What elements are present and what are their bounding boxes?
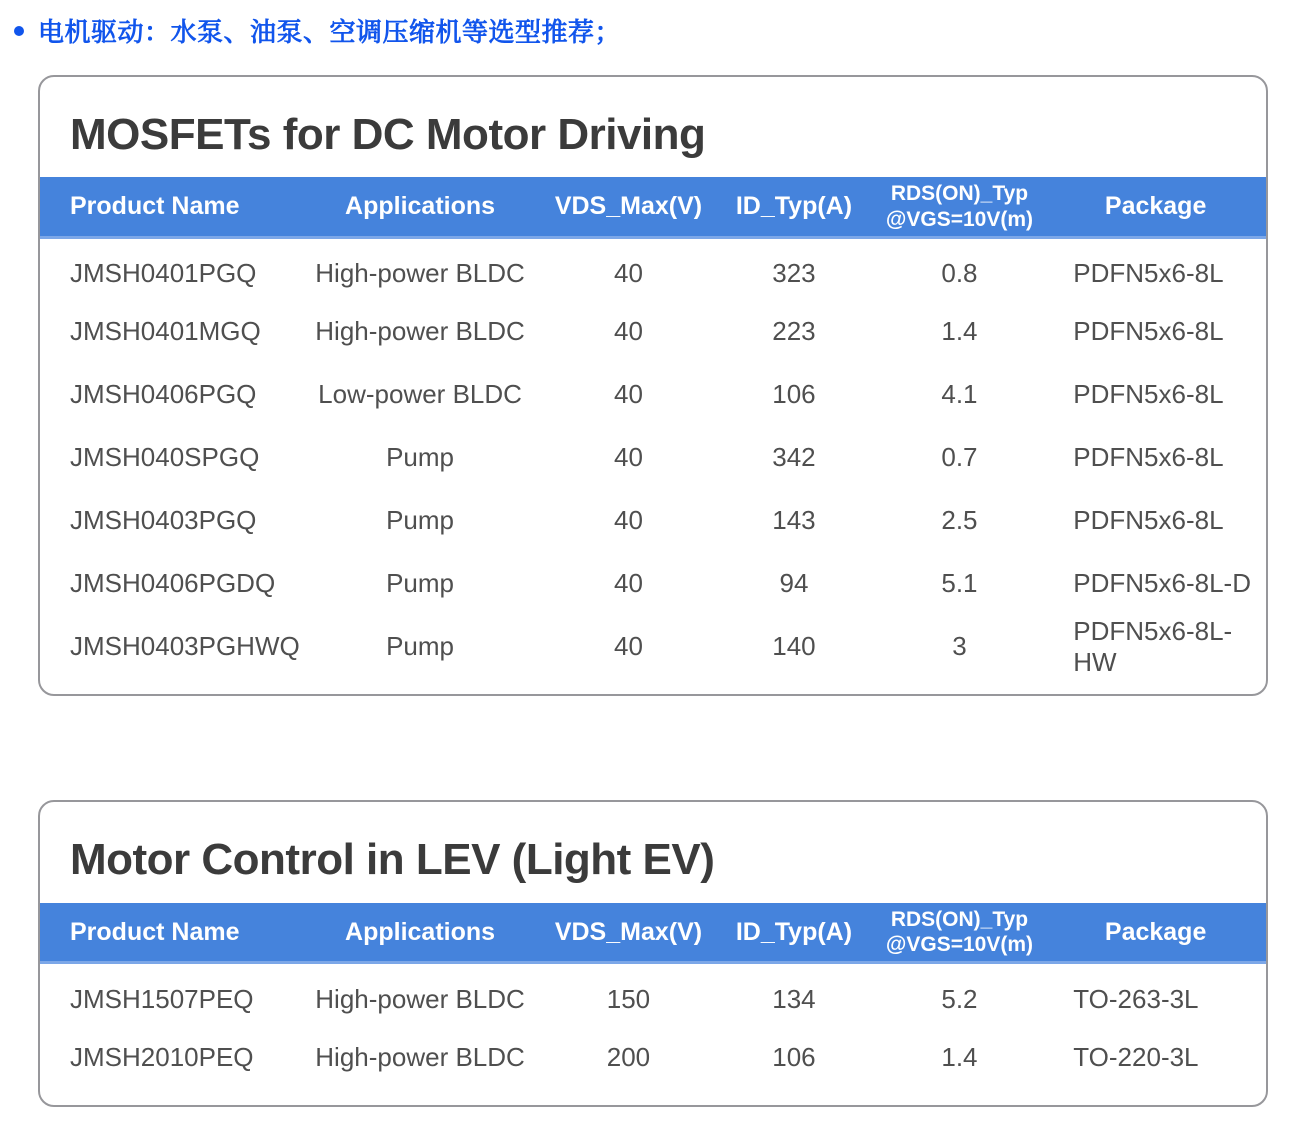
mosfet-dc-motor-table bbox=[40, 177, 1266, 678]
table-title-lev-motor-control: Motor Control in LEV (Light EV) bbox=[70, 835, 715, 885]
column-header-product-name: Product Name bbox=[40, 177, 297, 237]
table-card-lev-motor-control bbox=[38, 800, 1268, 1106]
table-title-dc-motor-driving: MOSFETs for DC Motor Driving bbox=[70, 110, 706, 159]
cell-id-typ: 134 bbox=[772, 983, 816, 1014]
cell-rds-on-typ: 3 bbox=[952, 631, 967, 662]
cell-rds-on-typ: 5.1 bbox=[941, 568, 978, 599]
cell-id-typ: 140 bbox=[772, 631, 816, 662]
cell-vds-max: 40 bbox=[613, 505, 643, 536]
cell-rds-on-typ: 0.8 bbox=[941, 258, 978, 289]
cell-vds-max: 40 bbox=[613, 631, 643, 662]
cell-rds-on-typ: 2.5 bbox=[941, 505, 978, 536]
bullet-icon bbox=[14, 26, 24, 36]
cell-product-name: JMSH0406PGDQ bbox=[70, 568, 276, 599]
cell-vds-max: 150 bbox=[606, 983, 651, 1014]
column-header-package: Package bbox=[1045, 903, 1266, 963]
cell-rds-on-typ: 0.7 bbox=[941, 442, 978, 473]
cell-applications: High-power BLDC bbox=[315, 1041, 525, 1072]
cell-id-typ: 342 bbox=[772, 442, 816, 473]
cell-product-name: JMSH0401MGQ bbox=[70, 316, 261, 347]
cell-package: PDFN5x6-8L bbox=[1073, 316, 1224, 347]
cell-package: TO-263-3L bbox=[1073, 983, 1199, 1014]
cell-id-typ: 94 bbox=[779, 568, 809, 599]
table-row bbox=[40, 489, 1266, 552]
header-row bbox=[40, 903, 1266, 963]
column-header-product-name: Product Name bbox=[40, 903, 297, 963]
cell-product-name: JMSH040SPGQ bbox=[70, 442, 260, 473]
cell-applications: Pump bbox=[386, 505, 454, 536]
table-body bbox=[40, 237, 1266, 678]
cell-id-typ: 106 bbox=[772, 1041, 816, 1072]
cell-rds-on-typ: 1.4 bbox=[941, 1041, 978, 1072]
cell-rds-on-typ: 5.2 bbox=[941, 983, 978, 1014]
cell-applications: High-power BLDC bbox=[315, 316, 525, 347]
table-row bbox=[40, 552, 1266, 615]
cell-package: PDFN5x6-8L bbox=[1073, 505, 1224, 536]
cell-vds-max: 40 bbox=[613, 442, 643, 473]
cell-id-typ: 143 bbox=[772, 505, 816, 536]
column-header-id-typ: ID_Typ(A) bbox=[714, 903, 873, 963]
mosfet-lev-table bbox=[40, 903, 1266, 1089]
cell-product-name: JMSH0403PGQ bbox=[70, 505, 257, 536]
cell-package: PDFN5x6-8L bbox=[1073, 442, 1224, 473]
cell-applications: Low-power BLDC bbox=[318, 379, 522, 410]
cell-rds-on-typ: 4.1 bbox=[941, 379, 978, 410]
cell-id-typ: 223 bbox=[772, 316, 816, 347]
cell-applications: Pump bbox=[386, 631, 454, 662]
bullet-text: 电机驱动：水泵、油泵、空调压缩机等选型推荐； bbox=[38, 17, 622, 47]
table-row bbox=[40, 363, 1266, 426]
table-body bbox=[40, 963, 1266, 1089]
cell-product-name: JMSH0406PGQ bbox=[70, 379, 257, 410]
cell-vds-max: 40 bbox=[613, 316, 643, 347]
table-row bbox=[40, 300, 1266, 363]
cell-package: PDFN5x6-8L-HW bbox=[1073, 615, 1233, 677]
cell-applications: Pump bbox=[386, 568, 454, 599]
column-header-package: Package bbox=[1045, 177, 1266, 237]
cell-rds-on-typ: 1.4 bbox=[941, 316, 978, 347]
cell-product-name: JMSH2010PEQ bbox=[70, 1041, 254, 1072]
cell-product-name: JMSH0403PGHWQ bbox=[70, 631, 300, 662]
cell-package: PDFN5x6-8L bbox=[1073, 379, 1224, 410]
column-header-vds-max: VDS_Max(V) bbox=[543, 903, 715, 963]
column-header-vds-max: VDS_Max(V) bbox=[543, 177, 715, 237]
cell-applications: Pump bbox=[386, 442, 454, 473]
cell-vds-max: 40 bbox=[613, 379, 643, 410]
table-row bbox=[40, 615, 1266, 678]
cell-package: PDFN5x6-8L-D bbox=[1073, 568, 1251, 599]
column-header-id-typ: ID_Typ(A) bbox=[714, 177, 873, 237]
table-row bbox=[40, 426, 1266, 489]
cell-vds-max: 40 bbox=[613, 258, 643, 289]
table-header bbox=[40, 903, 1266, 963]
cell-vds-max: 200 bbox=[606, 1041, 651, 1072]
column-header-applications: Applications bbox=[297, 177, 542, 237]
column-header-applications: Applications bbox=[297, 903, 542, 963]
cell-package: PDFN5x6-8L bbox=[1073, 258, 1224, 289]
column-header-rds-on-typ: RDS(ON)_Typ @VGS=10V(m) bbox=[874, 903, 1046, 963]
cell-product-name: JMSH0401PGQ bbox=[70, 258, 257, 289]
header-row bbox=[40, 177, 1266, 237]
cell-applications: High-power BLDC bbox=[315, 983, 525, 1014]
cell-package: TO-220-3L bbox=[1073, 1041, 1199, 1072]
table-wrapper bbox=[40, 177, 1266, 694]
cell-id-typ: 106 bbox=[772, 379, 816, 410]
bullet-list-item bbox=[14, 12, 1300, 49]
table-row bbox=[40, 963, 1266, 1026]
cell-product-name: JMSH1507PEQ bbox=[70, 983, 254, 1014]
cell-applications: High-power BLDC bbox=[315, 258, 525, 289]
table-card-dc-motor-driving bbox=[38, 75, 1268, 696]
table-row bbox=[40, 237, 1266, 300]
cell-id-typ: 323 bbox=[772, 258, 816, 289]
table-row bbox=[40, 1026, 1266, 1089]
cell-vds-max: 40 bbox=[613, 568, 643, 599]
table-header bbox=[40, 177, 1266, 237]
table-wrapper bbox=[40, 903, 1266, 1105]
column-header-rds-on-typ: RDS(ON)_Typ @VGS=10V(m) bbox=[874, 177, 1046, 237]
